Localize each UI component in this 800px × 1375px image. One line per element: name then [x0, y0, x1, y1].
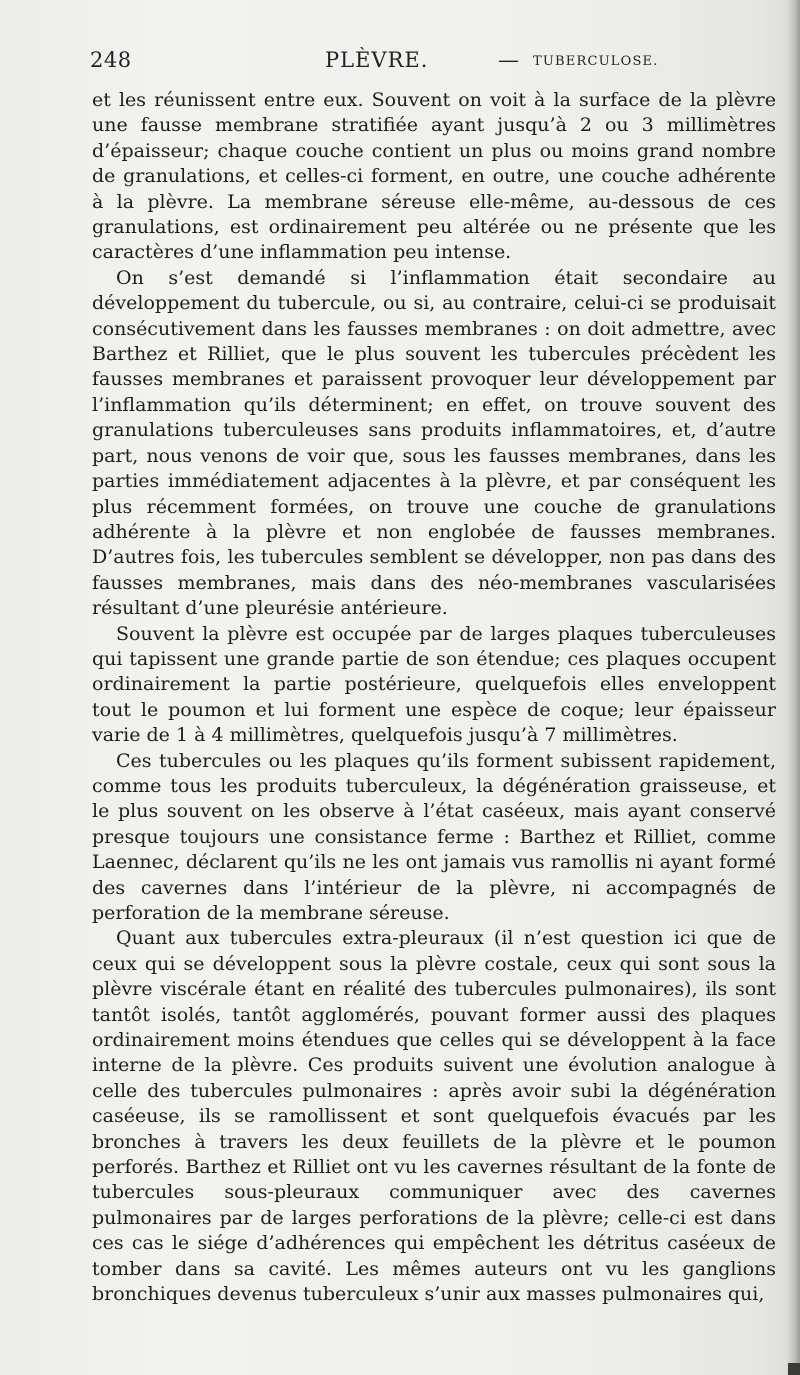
running-header [90, 48, 770, 80]
paragraph-extra-pleural-tubercles: Quant aux tubercules extra-pleuraux (il n’est question ici que de ceux qui se développent sous la plèvre costale, ceux qui sont sous la plèvre viscérale étant en réalité des tubercules pulmonaires), ils sont tantôt isolés, tantôt agglomérés, pouvant former aussi des plaques ordinairement moins étendues que celles qui se développent à la face interne de la plèvre. Ces produits suivent une évolution analogue à celle des tubercules pulmonaires : après avoir subi la dégénération caséeuse, ils se ramollissent et sont quelquefois évacués par les bronches à travers les deux feuillets de la plèvre et le poumon perforés. Barthez et Rilliet ont vu les cavernes résultant de la fonte de tubercules sous-pleuraux communiquer avec des cavernes pulmonaires par de larges perforations de la plèvre; celle-ci est dans ces cas le siége d’adhérences qui empêchent les détritus caséeux de tomber dans sa cavité. Les mêmes auteurs ont vu les ganglions bronchiques devenus tuberculeux s’unir aux masses pulmonaires qui, [92, 927, 776, 1306]
paragraph-inflammation-origin: On s’est demandé si l’inflammation était secondaire au développement du tubercule, ou si, au contraire, celui-ci se produisait consécutivement dans les fausses membranes : on doit admettre, avec Barthez et Rilliet, que le plus souvent les tubercules précèdent les fausses membranes et paraissent provoquer leur développement par l’inflammation qu’ils déterminent; en effet, on trouve souvent des granulations tuberculeuses sans produits inflammatoires, et, d’autre part, nous venons de voir que, sous les fausses membranes, dans les parties immédiatement adjacentes à la plèvre, et par conséquent les plus récemment formées, on trouve une couche de granulations adhérente à la plèvre et non englobée de fausses membranes. D’autres fois, les tubercules semblent se développer, non pas dans des fausses membranes, mais dans des néo-membranes vascularisées résultant d’une pleurésie antérieure. [92, 266, 776, 620]
header-dash: — [498, 48, 519, 72]
paragraph-tuberculous-plaques: Souvent la plèvre est occupée par de larges plaques tuberculeuses qui tapissent une grande partie de son étendue; ces plaques occupent ordinairement la partie postérieure, quelquefois elles enveloppent tout le poumon et lui forment une espèce de coque; leur épaisseur varie de 1 à 4 millimètres, quelquefois jusqu’à 7 millimètres. [92, 622, 776, 747]
section-subtitle: TUBERCULOSE. [533, 54, 659, 69]
page-number: 248 [90, 48, 132, 72]
section-title: PLÈVRE. [325, 48, 429, 72]
paragraph-caseous-degeneration: Ces tubercules ou les plaques qu’ils forment subissent rapidement, comme tous les produits tuberculeux, la dégénération graisseuse, et le plus souvent on les observe à l’état caséeux, mais ayant conservé presque toujours une consistance ferme : Barthez et Rilliet, comme Laennec, déclarent qu’ils ne les ont jamais vus ramollis ni ayant formé des cavernes dans l’intérieur de la plèvre, ni accompagnés de perforation de la membrane séreuse. [92, 749, 776, 924]
body-text [92, 88, 776, 1308]
corner-mark [788, 1363, 800, 1375]
page-edge-shadow [786, 0, 800, 1375]
paragraph-continuation: et les réunissent entre eux. Souvent on voit à la surface de la plèvre une fausse membrane stratifiée ayant jusqu’à 2 ou 3 millimètres d’épaisseur; chaque couche contient un plus ou moins grand nombre de granulations, et celles-ci forment, en outre, une couche adhérente à la plèvre. La membrane séreuse elle-même, au-dessous de ces granulations, est ordinairement peu altérée ou ne présente que les caractères d’une inflammation peu intense. [92, 89, 776, 264]
